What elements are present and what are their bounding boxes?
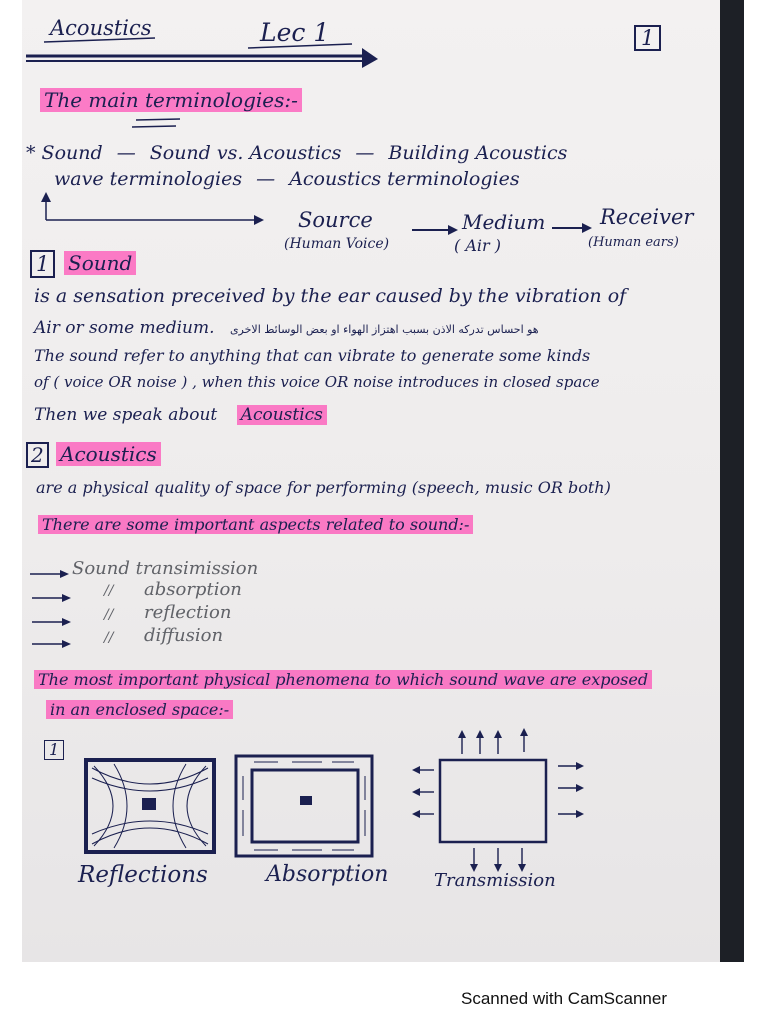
flow-medium-sub: ( Air ) bbox=[454, 236, 501, 255]
section-1-title: Sound bbox=[64, 251, 136, 275]
section-1-number: 1 bbox=[30, 250, 55, 278]
notebook-page bbox=[22, 0, 744, 962]
acoustics-highlight: Acoustics bbox=[237, 405, 327, 425]
term-sound: Sound bbox=[41, 142, 103, 164]
sound-line-2-en: Air or some medium. bbox=[34, 318, 215, 338]
transmission-diagram bbox=[412, 728, 584, 872]
flow-source-sub: (Human Voice) bbox=[284, 236, 390, 252]
ditto-mark: // bbox=[104, 630, 114, 646]
heading-underline bbox=[22, 116, 222, 136]
ditto-mark: // bbox=[104, 583, 114, 599]
term-dash: — bbox=[355, 142, 375, 164]
sound-line-5-text: Then we speak about bbox=[34, 405, 218, 425]
phenomena-figures bbox=[22, 720, 744, 880]
term-building-acoustics: Building Acoustics bbox=[388, 142, 568, 164]
page-number: 1 bbox=[634, 25, 661, 51]
section-2-title: Acoustics bbox=[56, 442, 161, 466]
course-title: Acoustics bbox=[50, 16, 152, 40]
aspect-absorption: absorption bbox=[144, 579, 242, 600]
ditto-mark: // bbox=[104, 607, 114, 623]
camscanner-watermark: Scanned with CamScanner bbox=[461, 989, 668, 1008]
flow-source: Source bbox=[298, 208, 373, 232]
aspects-heading: There are some important aspects related to sound:- bbox=[38, 515, 473, 534]
term-dash: — bbox=[116, 142, 136, 164]
sound-line-2 bbox=[34, 318, 539, 338]
label-reflections: Reflections bbox=[78, 862, 208, 888]
sound-line-2-ar: هو احساس تدركه الاذن بسبب اهتزاز الهواء او بعض الوسائط الاخرى bbox=[229, 323, 539, 336]
term-dash: — bbox=[256, 168, 276, 190]
aspect-transmission: Sound transimission bbox=[72, 558, 259, 579]
term-acoustics-terminologies: Acoustics terminologies bbox=[289, 168, 520, 190]
flow-receiver-sub: (Human ears) bbox=[588, 235, 679, 250]
terms-line-2 bbox=[54, 168, 520, 190]
terms-line-1 bbox=[26, 142, 567, 164]
phenomena-line-2: in an enclosed space:- bbox=[46, 700, 233, 719]
sound-line-1: is a sensation preceived by the ear caused by the vibration of bbox=[34, 285, 627, 307]
flow-medium: Medium bbox=[462, 210, 546, 234]
term-wave-terminologies: wave terminologies bbox=[54, 168, 243, 190]
sound-line-5 bbox=[34, 405, 327, 425]
aspect-reflection: reflection bbox=[144, 602, 232, 623]
acoustics-definition: are a physical quality of space for performing (speech, music OR both) bbox=[36, 478, 611, 497]
sound-line-4: of ( voice OR noise ) , when this voice OR noise introduces in closed space bbox=[34, 373, 600, 391]
phenomena-line-1: The most important physical phenomena to which sound wave are exposed bbox=[34, 670, 652, 689]
absorption-diagram bbox=[236, 756, 372, 856]
lecture-title: Lec 1 bbox=[260, 18, 330, 47]
aspect-diffusion: diffusion bbox=[144, 625, 224, 646]
flow-receiver: Receiver bbox=[600, 205, 694, 229]
terminologies-heading: The main terminologies:- bbox=[40, 88, 302, 112]
sound-line-3: The sound refer to anything that can vibrate to generate some kinds bbox=[34, 346, 591, 365]
figure-marker: 1 bbox=[44, 740, 64, 760]
star-bullet: * bbox=[26, 142, 36, 164]
reflections-diagram bbox=[86, 760, 214, 852]
label-transmission: Transmission bbox=[434, 870, 556, 891]
label-absorption: Absorption bbox=[266, 862, 389, 887]
section-2-number: 2 bbox=[26, 442, 49, 468]
term-sound-vs-acoustics: Sound vs. Acoustics bbox=[149, 142, 342, 164]
